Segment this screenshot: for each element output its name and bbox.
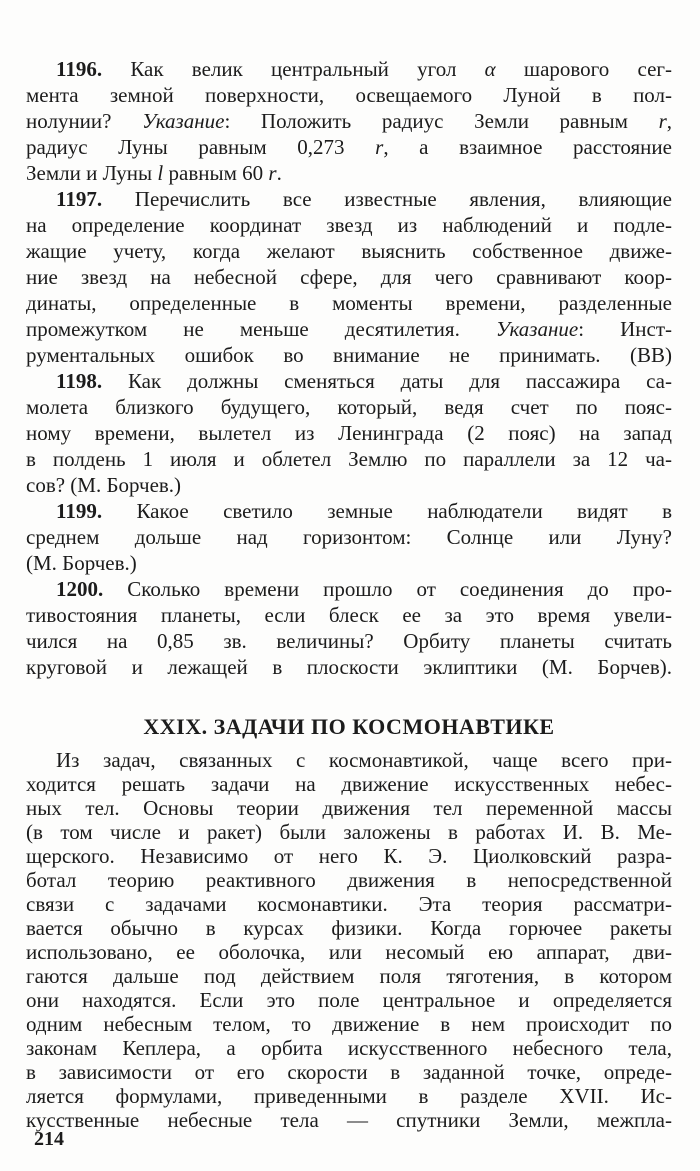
italic-run: l (157, 161, 164, 185)
italic-run: Указание (142, 109, 225, 133)
text-line (26, 524, 672, 550)
text-line (26, 748, 672, 772)
text-run: Сколько времени прошло от соединения до про- (103, 577, 672, 601)
text-line (26, 576, 672, 602)
text-line (26, 916, 672, 940)
text-run: ние звезд на небесной сфере, для чего сравнивают коор- (26, 265, 672, 289)
text-run: жащие учету, когда желают выяснить собственное движе- (26, 239, 672, 263)
text-run: равным 60 (163, 161, 269, 185)
text-line (26, 844, 672, 868)
text-line (26, 892, 672, 916)
text-line (26, 316, 672, 342)
text-run: (в том числе и ракет) были заложены в работах И. В. Ме- (26, 820, 672, 844)
text-line (26, 290, 672, 316)
intro-section (26, 748, 672, 1132)
text-line (26, 964, 672, 988)
text-line (26, 988, 672, 1012)
text-run: круговой и лежащей в плоскости эклиптики (М. Борчев). (26, 655, 672, 679)
text-line (26, 628, 672, 654)
italic-run: α (484, 57, 496, 81)
italic-run: Указание (495, 317, 579, 341)
text-line (26, 1012, 672, 1036)
bold-run: 1199. (56, 499, 103, 523)
text-line (26, 186, 672, 212)
text-line (26, 602, 672, 628)
text-line (26, 82, 672, 108)
text-line (26, 342, 672, 368)
text-line (26, 868, 672, 892)
text-line (26, 134, 672, 160)
text-line (26, 796, 672, 820)
problem-paragraph-1197 (26, 186, 672, 368)
text-run: молета близкого будущего, который, ведя счет по пояс- (26, 395, 672, 419)
text-line (26, 1060, 672, 1084)
text-run: нолунии? (26, 109, 143, 133)
problem-paragraph-1199 (26, 498, 672, 576)
bold-run: 1198. (56, 369, 103, 393)
text-line (26, 160, 672, 186)
text-run: ных тел. Основы теории движения тел переменной массы (26, 796, 672, 820)
text-run: динаты, определенные в моменты времени, разделенные (26, 291, 672, 315)
page-number: 214 (34, 1128, 64, 1150)
text-run: они находятся. Если это поле центральное и определяется (26, 988, 672, 1012)
text-line (26, 56, 672, 82)
text-run: ляется формулами, приведенными в разделе XVII. Ис- (26, 1084, 672, 1108)
text-run: Как должны сменяться даты для пассажира са- (102, 369, 672, 393)
text-run: , (666, 109, 672, 133)
text-run: вается обычно в курсах физики. Когда горючее ракеты (26, 916, 672, 940)
text-run: Перечислить все известные явления, влияющие (102, 187, 672, 211)
bold-run: 1197. (56, 187, 103, 211)
text-run: в зависимости от его скорости в заданной точке, опреде- (26, 1060, 672, 1084)
text-line (26, 264, 672, 290)
text-run: ходится решать задачи на движение искусственных небес- (26, 772, 672, 796)
text-run: использовано, ее оболочка, или несомый ею аппарат, дви- (26, 940, 672, 964)
text-run: гаются дальше под действием поля тяготения, в котором (26, 964, 672, 988)
text-line (26, 940, 672, 964)
text-run: Из задач, связанных с космонавтикой, чаще всего при- (56, 748, 672, 772)
text-run: радиус Луны равным 0,273 (26, 135, 376, 159)
text-line (26, 238, 672, 264)
text-run: Какое светило земные наблюдатели видят в (102, 499, 672, 523)
text-run: промежутком не меньше десятилетия. (26, 317, 496, 341)
text-line (26, 108, 672, 134)
text-run: мента земной поверхности, освещаемого Луной в пол- (26, 83, 672, 107)
text-line (26, 1084, 672, 1108)
text-run: шарового сег- (495, 57, 673, 81)
text-line (26, 820, 672, 844)
section-heading: XXIX. ЗАДАЧИ ПО КОСМОНАВТИКЕ (143, 714, 555, 739)
bold-run: 1200. (56, 577, 104, 601)
italic-run: r (268, 161, 277, 185)
text-run: кусственные небесные тела — спутники Земли, межпла- (26, 1108, 672, 1132)
bold-run: 1196. (56, 57, 103, 81)
problem-paragraph-1198 (26, 368, 672, 498)
intro-paragraph (26, 748, 672, 1132)
text-run: тивостояния планеты, если блеск ее за это время увели- (26, 603, 672, 627)
text-run: : Положить радиус Земли равным (224, 109, 659, 133)
text-run: ному времени, вылетел из Ленинграда (2 пояс) на запад (26, 421, 672, 445)
text-line (26, 654, 672, 680)
text-line (26, 394, 672, 420)
text-line (26, 446, 672, 472)
text-run: связи с задачами космонавтики. Эта теория рассматри- (26, 892, 672, 916)
text-run: в полдень 1 июля и облетел Землю по параллели за 12 ча- (26, 447, 672, 471)
text-run: законам Кеплера, а орбита искусственного небесного тела, (26, 1036, 672, 1060)
problems-section (26, 56, 672, 680)
text-run: Земли и Луны (26, 161, 158, 185)
text-line (26, 420, 672, 446)
text-line (26, 368, 672, 394)
text-run: сов? (М. Борчев.) (26, 473, 182, 497)
page-content (26, 56, 672, 1132)
text-line (26, 212, 672, 238)
text-line (26, 498, 672, 524)
text-line (26, 1036, 672, 1060)
problem-paragraph-1200 (26, 576, 672, 680)
text-run: щерского. Независимо от него К. Э. Циолковский разра- (26, 844, 672, 868)
text-run: среднем дольше над горизонтом: Солнце или Луну? (26, 525, 672, 549)
text-line (26, 472, 672, 498)
text-run: : Инст- (578, 317, 672, 341)
text-run: чился на 0,85 зв. величины? Орбиту планеты считать (26, 629, 672, 653)
text-run: Как велик центральный угол (102, 57, 485, 81)
italic-run: r (658, 109, 667, 133)
text-run: (М. Борчев.) (26, 551, 137, 575)
text-run: ботал теорию реактивного движения в непосредственной (26, 868, 672, 892)
text-run: на определение координат звезд из наблюдений и подле- (26, 213, 672, 237)
text-run: . (276, 161, 282, 185)
text-run: одним небесным телом, то движение в нем происходит по (26, 1012, 672, 1036)
italic-run: r (375, 135, 384, 159)
text-line (26, 772, 672, 796)
text-line (26, 1108, 672, 1132)
text-run: , а взаимное расстояние (383, 135, 672, 159)
problem-paragraph-1196 (26, 56, 672, 186)
text-run: рументальных ошибок во внимание не принимать. (ВВ) (26, 343, 672, 367)
text-line (26, 550, 672, 576)
